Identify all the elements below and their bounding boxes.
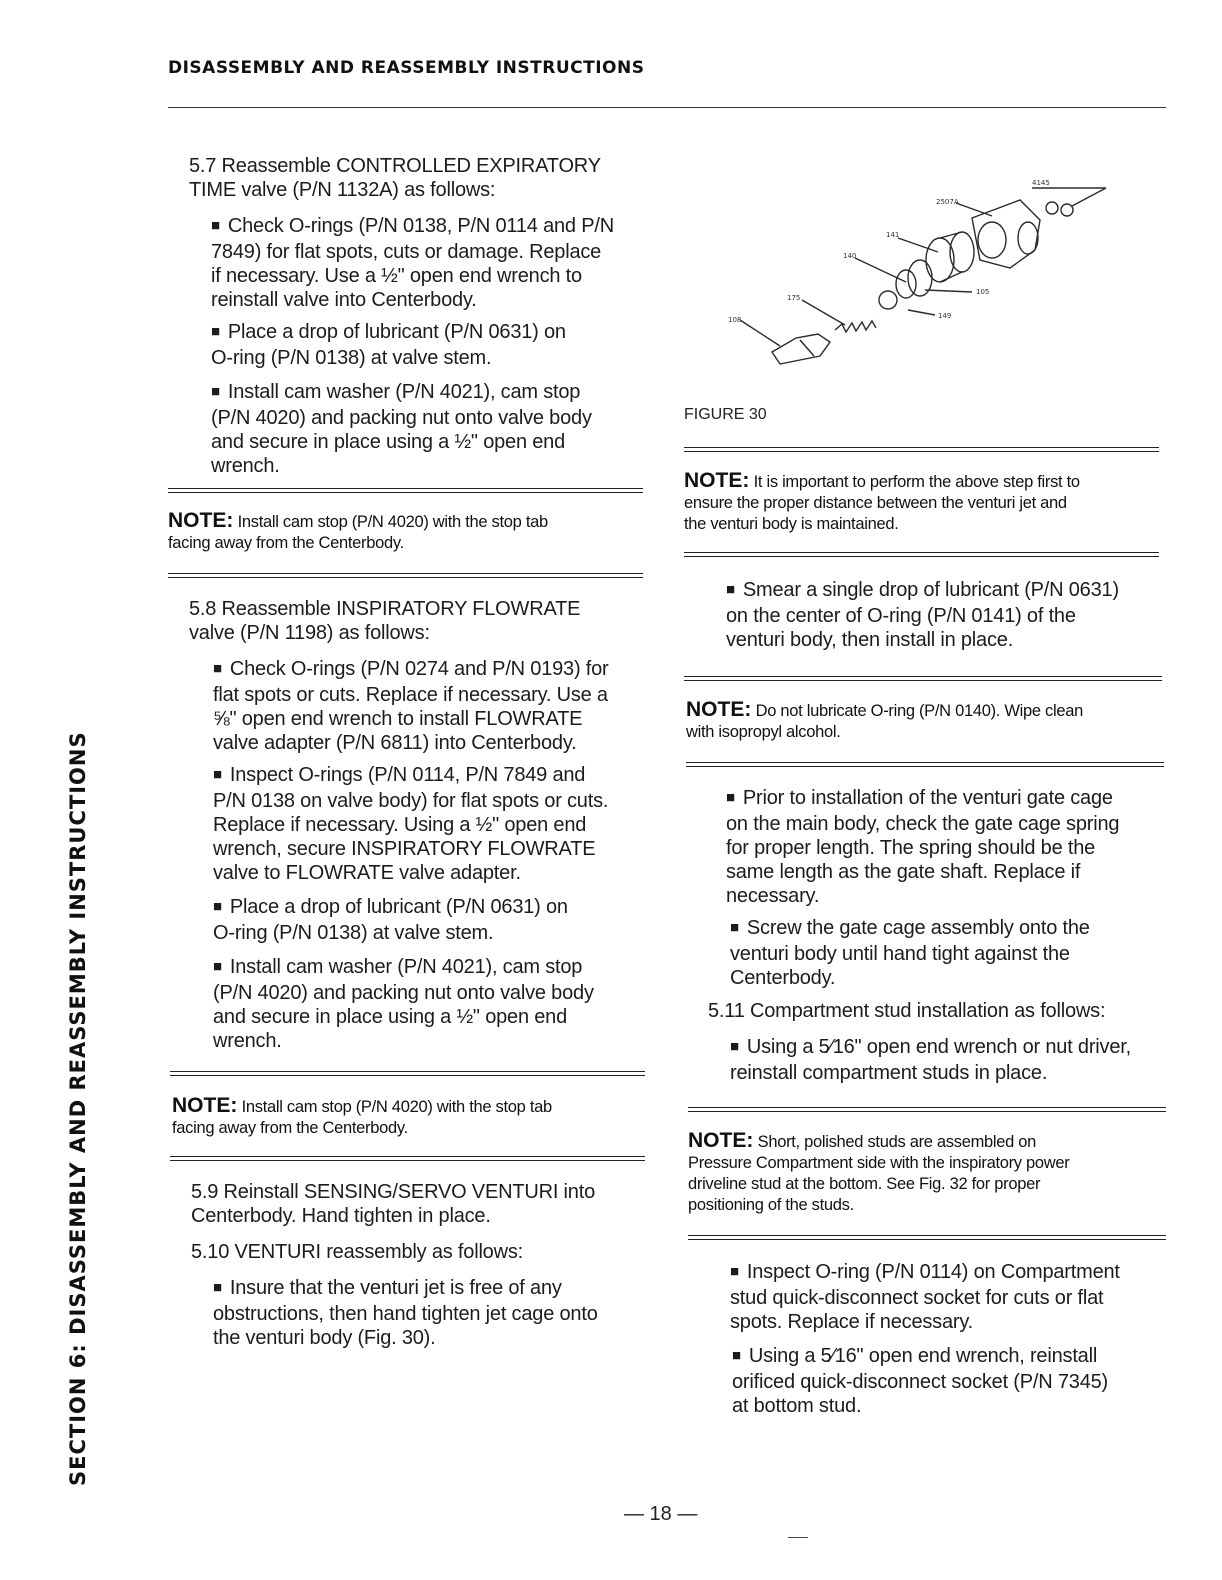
section-5-7-bullet-2: ■ Place a drop of lubricant (P/N 0631) on O-ring (P/N 0138) at valve stem. <box>211 321 566 369</box>
figure-30-caption: FIGURE 30 <box>684 406 767 423</box>
footer-tick <box>788 1537 808 1538</box>
compartment-studs-bullet: ■ Using a 5⁄16" open end wrench or nut driver, reinstall compartment studs in place. <box>730 1036 1131 1084</box>
note-4-top-rule <box>684 676 1162 681</box>
note-4: NOTE: Do not lubricate O-ring (P/N 0140). Wipe clean with isopropyl alcohol. <box>686 698 1083 741</box>
section-5-7-bullet-3: ■ Install cam washer (P/N 4021), cam stop (P/N 4020) and packing nut onto valve body and secure in place using a ½" open end wrench. <box>211 381 592 477</box>
note-2: NOTE: Install cam stop (P/N 4020) with the stop tab facing away from the Centerbody. <box>172 1094 552 1137</box>
callout-105: 105 <box>976 288 990 296</box>
page-number: — 18 — <box>624 1503 698 1525</box>
figure-30-exploded-diagram <box>710 160 1150 390</box>
callout-141: 141 <box>886 231 900 239</box>
note-5-top-rule <box>688 1107 1166 1112</box>
gate-cage-prior-bullet: ■ Prior to installation of the venturi gate cage on the main body, check the gate cage spring for proper length. The spring should be the same length as the gate shaft. Replace if necessary. <box>726 787 1120 907</box>
section-5-9: 5.9 Reinstall SENSING/SERVO VENTURI into Centerbody. Hand tighten in place. <box>191 1181 595 1227</box>
venturi-smear-bullet: ■ Smear a single drop of lubricant (P/N 0631) on the center of O-ring (P/N 0141) of the venturi body, then install in place. <box>726 579 1119 651</box>
callout-175: 175 <box>787 294 801 302</box>
note-2-top-rule <box>170 1071 645 1076</box>
note-2-bottom-rule <box>170 1156 645 1161</box>
callout-108: 108 <box>728 316 742 324</box>
note-3-top-rule <box>684 447 1159 452</box>
callout-4145: 4145 <box>1032 179 1050 187</box>
note-1-top-rule <box>168 488 643 493</box>
section-5-11-heading: 5.11 Compartment stud installation as follows: <box>708 1000 1106 1022</box>
note-3-bottom-rule <box>684 552 1159 557</box>
note-1-bottom-rule <box>168 573 643 578</box>
side-section-title: SECTION 6: DISASSEMBLY AND REASSEMBLY INSTRUCTIONS <box>66 731 90 1486</box>
section-5-8-bullet-3: ■ Place a drop of lubricant (P/N 0631) on O-ring (P/N 0138) at valve stem. <box>213 896 568 944</box>
note-5-bottom-rule <box>688 1235 1166 1240</box>
section-5-8-bullet-4: ■ Install cam washer (P/N 4021), cam stop (P/N 4020) and packing nut onto valve body and secure in place using a ½" open end wrench. <box>213 956 594 1052</box>
page-header: DISASSEMBLY AND REASSEMBLY INSTRUCTIONS <box>168 58 645 78</box>
section-5-8-bullet-2: ■ Inspect O-rings (P/N 0114, P/N 7849 and P/N 0138 on valve body) for flat spots or cuts. Replace if necessary. Using a ½" open end wrench, secure INSPIRATORY FLOWRATE valve to FLOWRATE valve adapter. <box>213 764 609 884</box>
note-1: NOTE: Install cam stop (P/N 4020) with the stop tab facing away from the Centerbody. <box>168 509 548 552</box>
section-5-7-bullet-1: ■ Check O-rings (P/N 0138, P/N 0114 and P/N 7849) for flat spots, cuts or damage. Replace if necessary. Use a ½" open end wrench to reinstall valve into Centerbody. <box>211 215 614 311</box>
section-5-10-bullet-1: ■ Insure that the venturi jet is free of any obstructions, then hand tighten jet cage onto the venturi body (Fig. 30). <box>213 1277 598 1349</box>
note-3: NOTE: It is important to perform the above step first to ensure the proper distance between the venturi jet and the venturi body is maintained. <box>684 469 1080 533</box>
note-4-bottom-rule <box>686 762 1164 767</box>
callout-140: 140 <box>843 252 857 260</box>
section-5-10-heading: 5.10 VENTURI reassembly as follows: <box>191 1241 524 1263</box>
section-5-8-bullet-1: ■ Check O-rings (P/N 0274 and P/N 0193) for flat spots or cuts. Replace if necessary. Use a ⅝" open end wrench to install FLOWRATE valve adapter (P/N 6811) into Centerbody. <box>213 658 609 754</box>
callout-149: 149 <box>938 312 952 320</box>
gate-cage-screw-bullet: ■ Screw the gate cage assembly onto the venturi body until hand tight against the Centerbody. <box>730 917 1090 989</box>
note-5: NOTE: Short, polished studs are assembled on Pressure Compartment side with the inspiratory power driveline stud at the bottom. See Fig. 32 for proper positioning of the studs. <box>688 1129 1070 1214</box>
section-5-7-heading: 5.7 Reassemble CONTROLLED EXPIRATORY TIME valve (P/N 1132A) as follows: <box>189 155 601 201</box>
callout-2507a: 2507A <box>936 198 959 206</box>
header-rule <box>168 107 1166 108</box>
oring-inspect-bullet: ■ Inspect O-ring (P/N 0114) on Compartment stud quick-disconnect socket for cuts or flat spots. Replace if necessary. <box>730 1261 1120 1333</box>
socket-reinstall-bullet: ■ Using a 5⁄16" open end wrench, reinstall orificed quick-disconnect socket (P/N 7345) at bottom stud. <box>732 1345 1109 1417</box>
section-5-8-heading: 5.8 Reassemble INSPIRATORY FLOWRATE valve (P/N 1198) as follows: <box>189 598 581 644</box>
